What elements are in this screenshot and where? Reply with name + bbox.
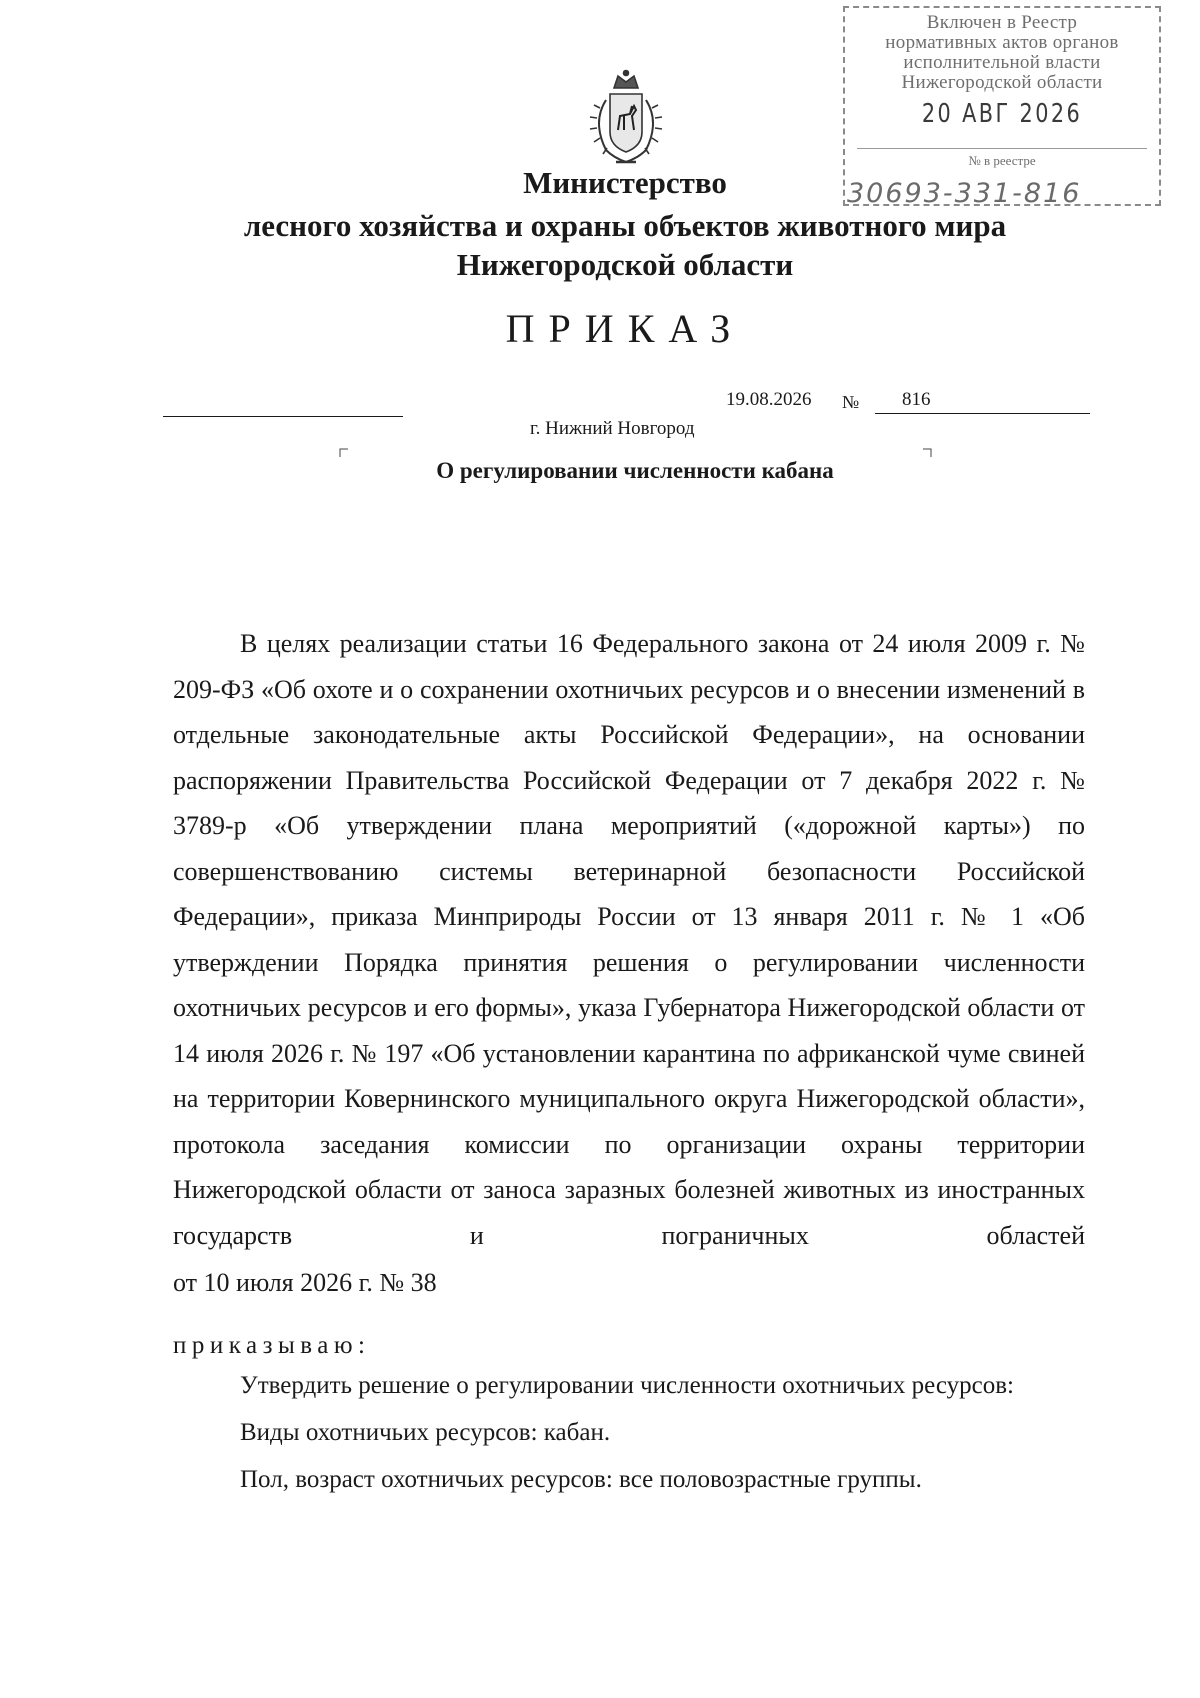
title-corner-left-icon	[339, 448, 349, 458]
stamp-divider	[857, 148, 1147, 149]
order-word: приказываю:	[173, 1332, 371, 1359]
stamp-line-3: исполнительной власти	[903, 52, 1101, 73]
stamp-date: 20 АВГ 2026	[921, 99, 1083, 129]
stamp-line-1: Включен в Реестр	[926, 12, 1078, 33]
ministry-line-1: Министерство	[523, 165, 727, 200]
date-underline-left	[163, 416, 403, 417]
stamp-line-4: Нижегородской области	[901, 72, 1103, 93]
document-title: О регулировании численности кабана	[436, 458, 834, 483]
order-item-3: Пол, возраст охотничьих ресурсов: все половозрастные группы.	[240, 1466, 922, 1493]
document-type: ПРИКАЗ	[505, 306, 745, 351]
order-number: 816	[902, 389, 931, 410]
number-sign: №	[842, 392, 860, 412]
preamble-end: от 10 июля 2026 г. № 38	[173, 1268, 437, 1297]
number-underline	[875, 413, 1090, 414]
stamp-number-label: № в реестре	[968, 153, 1036, 168]
order-item-2: Виды охотничьих ресурсов: кабан.	[240, 1419, 611, 1446]
stamp-registry-number: 30693-331-816	[847, 178, 1082, 209]
stamp-line-2: нормативных актов органов	[885, 32, 1119, 53]
title-corner-right-icon	[922, 448, 932, 458]
order-date: 19.08.2026	[726, 389, 812, 410]
coat-of-arms-emblem-icon	[580, 66, 672, 170]
ministry-line-2: лесного хозяйства и охраны объектов животного мира	[243, 208, 1007, 243]
city: г. Нижний Новгород	[530, 418, 695, 439]
order-item-1: Утвердить решение о регулировании численности охотничьих ресурсов:	[240, 1372, 1014, 1399]
preamble-paragraph: В целях реализации статьи 16 Федерального закона от 24 июля 2009 г. № 209-ФЗ «Об охоте и о сохранении охотничьих ресурсов и о внесении изменений в отдельные законодательные акты Российской Федерации», на основании распоряжении Правительства Российской Федерации от 7 декабря 2022 г. № 3789-р «Об утверждении плана мероприятий («дорожной карты») по совершенствованию системы ветеринарной безопасности Российской Федерации», приказа Минприроды России от 13 января 2011 г. № 1 «Об утверждении Порядка принятия решения о регулировании численности охотничьих ресурсов и его формы», указа Губернатора Нижегородской области от 14 июля 2026 г. № 197 «Об установлении карантина по африканской чуме свиней на территории Ковернинского муниципального округа Нижегородской области», протокола заседания комиссии по организации охраны территории Нижегородской области от заноса заразных болезней животных из иностранных государств и пограничных областей	[173, 629, 1085, 1250]
ministry-line-3: Нижегородской области	[456, 247, 794, 282]
